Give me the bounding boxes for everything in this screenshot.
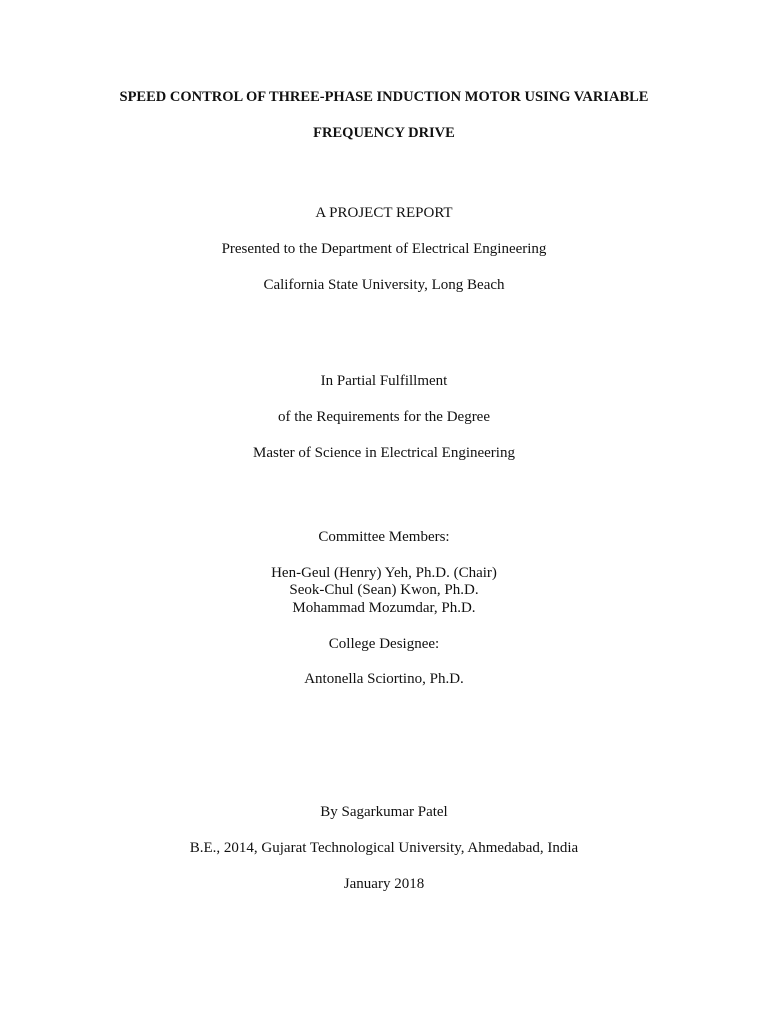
degree: Master of Science in Electrical Engineering	[253, 445, 515, 461]
committee-member-2: Seok-Chul (Sean) Kwon, Ph.D.	[289, 582, 479, 598]
committee-member-3: Mohammad Mozumdar, Ph.D.	[292, 600, 476, 616]
title-line-1: SPEED CONTROL OF THREE-PHASE INDUCTION MOTOR USING VARIABLE	[119, 89, 649, 105]
prior-degree: B.E., 2014, Gujarat Technological University, Ahmedabad, India	[189, 840, 579, 856]
committee-member-1: Hen-Geul (Henry) Yeh, Ph.D. (Chair)	[271, 565, 497, 581]
fulfillment-line-2: of the Requirements for the Degree	[278, 409, 490, 425]
designee-heading: College Designee:	[328, 636, 440, 652]
university: California State University, Long Beach	[263, 277, 505, 293]
committee-heading: Committee Members:	[318, 529, 450, 545]
report-date: January 2018	[343, 876, 425, 892]
report-type: A PROJECT REPORT	[315, 205, 453, 221]
title-line-2: FREQUENCY DRIVE	[313, 125, 455, 141]
designee-name: Antonella Sciortino, Ph.D.	[304, 671, 464, 687]
presented-to: Presented to the Department of Electrical Engineering	[221, 241, 547, 257]
author-by: By Sagarkumar Patel	[320, 804, 448, 820]
fulfillment-line-1: In Partial Fulfillment	[320, 373, 448, 389]
